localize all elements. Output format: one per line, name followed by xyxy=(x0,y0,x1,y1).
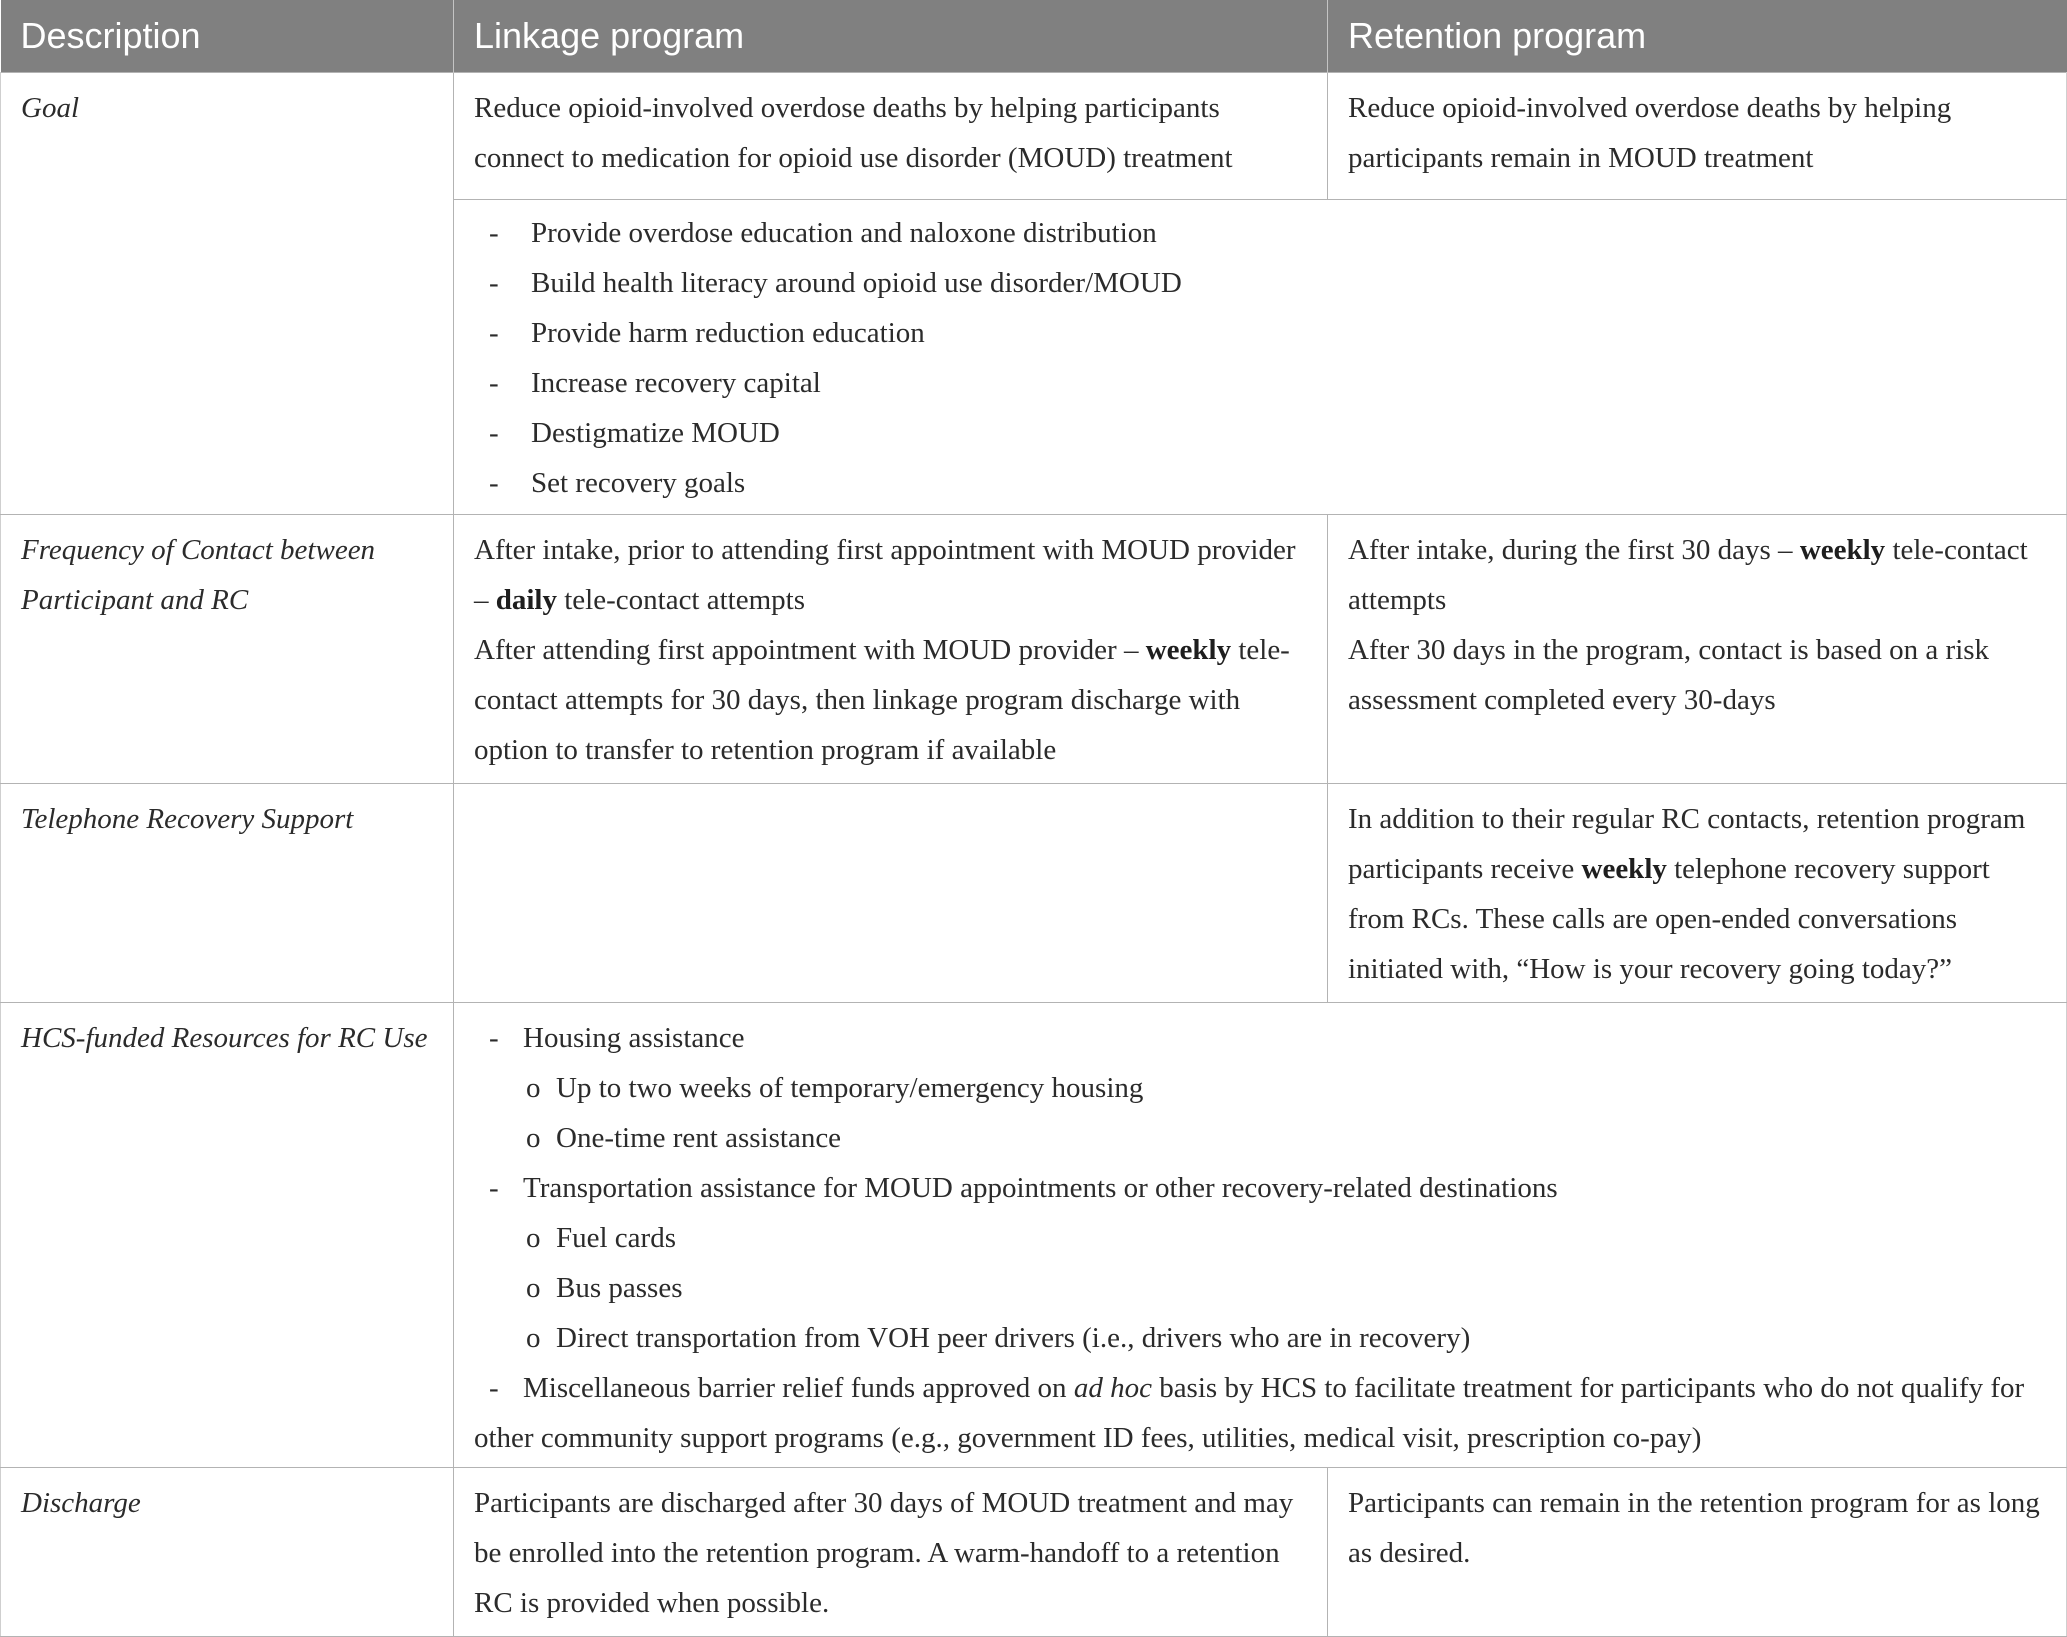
resources-cell xyxy=(454,1003,2067,1468)
goal-retention-cell: Reduce opioid-involved overdose deaths by helping participants remain in MOUD treatment xyxy=(1328,73,2067,200)
frequency-linkage-cell: After intake, prior to attending first appointment with MOUD provider – daily tele-contact attempts After attending first appointment with MOUD provider – weekly tele-contact attempts for 30 days, then linkage program discharge with option to transfer to retention program if available xyxy=(454,515,1328,784)
frequency-retention-cell: After intake, during the first 30 days – weekly tele-contact attempts After 30 days in the program, contact is based on a risk assessment completed every 30-days xyxy=(1328,515,2067,784)
telephone-label: Telephone Recovery Support xyxy=(1,784,454,1003)
list-item: o One-time rent assistance xyxy=(526,1122,842,1154)
table-header-row xyxy=(1,0,2067,73)
list-item: - Increase recovery capital xyxy=(489,367,821,399)
table-row-goal xyxy=(1,73,2067,200)
table-row-resources xyxy=(1,1003,2067,1468)
list-item: o Bus passes xyxy=(526,1272,683,1304)
list-item: - Build health literacy around opioid use disorder/MOUD xyxy=(489,267,1182,299)
table-row-frequency xyxy=(1,515,2067,784)
list-item: - Housing assistance xyxy=(489,1022,745,1054)
discharge-linkage-cell: Participants are discharged after 30 days of MOUD treatment and may be enrolled into the retention program. A warm-handoff to a retention RC is provided when possible. xyxy=(454,1468,1328,1637)
goal-shared-bullets xyxy=(454,200,2067,515)
goal-linkage-cell: Reduce opioid-involved overdose deaths by helping participants connect to medication for opioid use disorder (MOUD) treatment xyxy=(454,73,1328,200)
list-item: o Up to two weeks of temporary/emergency housing xyxy=(526,1072,1144,1104)
table-row-discharge xyxy=(1,1468,2067,1637)
telephone-linkage-cell xyxy=(454,784,1328,1003)
table-row-telephone xyxy=(1,784,2067,1003)
header-description: Description xyxy=(1,0,454,73)
discharge-label: Discharge xyxy=(1,1468,454,1637)
frequency-label: Frequency of Contact between Participant and RC xyxy=(1,515,454,784)
discharge-retention-cell: Participants can remain in the retention program for as long as desired. xyxy=(1328,1468,2067,1637)
list-item: o Fuel cards xyxy=(526,1222,676,1254)
list-item: - Miscellaneous barrier relief funds approved on ad hoc basis by HCS to facilitate treatment for participants who do not qualify for other community support programs (e.g., government ID fees, utilities, medical visit, prescription co-pay) xyxy=(474,1372,2025,1454)
list-item: - Provide harm reduction education xyxy=(489,317,925,349)
list-item: - Transportation assistance for MOUD appointments or other recovery-related destinations xyxy=(489,1172,1558,1204)
header-retention-program: Retention program xyxy=(1328,0,2067,73)
telephone-retention-cell: In addition to their regular RC contacts, retention program participants receive weekly telephone recovery support from RCs. These calls are open-ended conversations initiated with, “How is your recovery going today?” xyxy=(1328,784,2067,1003)
header-linkage-program: Linkage program xyxy=(454,0,1328,73)
list-item: o Direct transportation from VOH peer drivers (i.e., drivers who are in recovery) xyxy=(526,1322,1471,1354)
list-item: - Set recovery goals xyxy=(489,467,746,499)
list-item: - Destigmatize MOUD xyxy=(489,417,780,449)
resources-label: HCS-funded Resources for RC Use xyxy=(1,1003,454,1468)
goal-label: Goal xyxy=(1,73,454,515)
list-item: - Provide overdose education and naloxone distribution xyxy=(489,217,1157,249)
